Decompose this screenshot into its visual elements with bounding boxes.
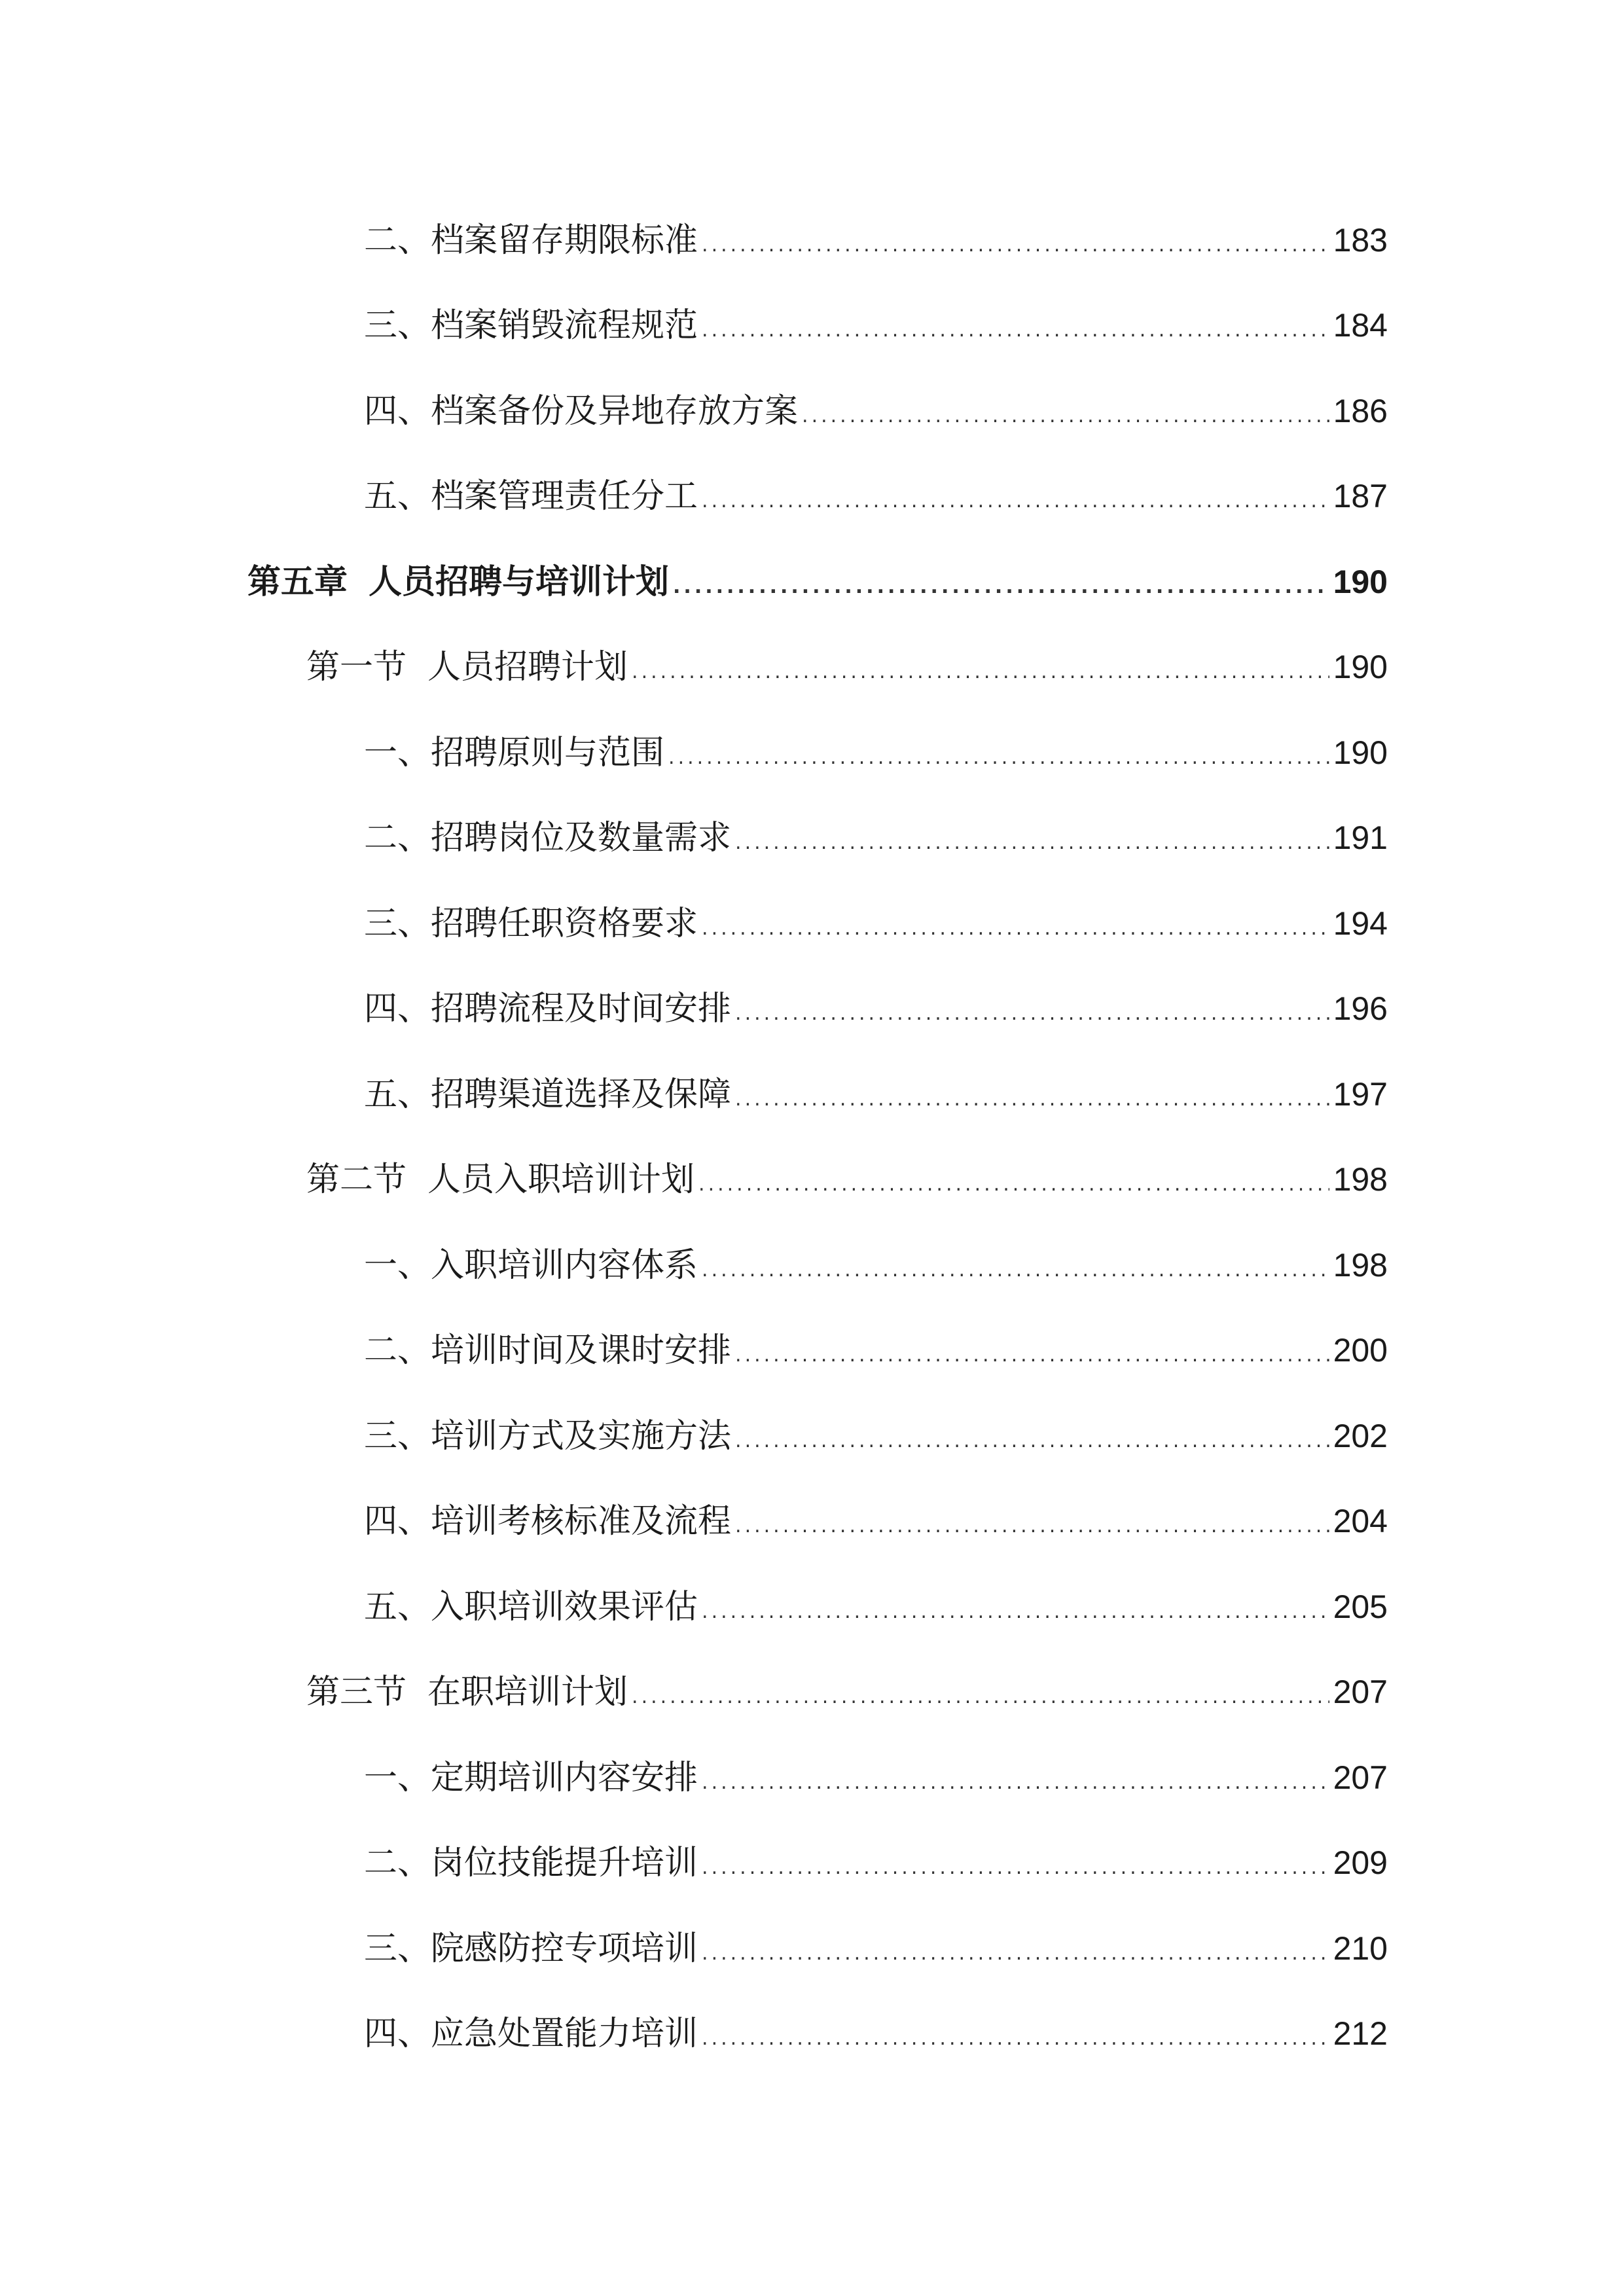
toc-entry-title: 二、岗位技能提升培训 — [364, 1844, 698, 1882]
toc-entry[interactable] — [364, 470, 1388, 522]
toc-entry[interactable] — [364, 385, 1388, 437]
toc-page-number: 190 — [1333, 564, 1388, 600]
toc-entry-title: 四、应急处置能力培训 — [364, 2015, 698, 2053]
toc-entry[interactable] — [364, 1239, 1388, 1291]
toc-dot-leader — [802, 390, 1329, 442]
toc-dot-leader — [735, 817, 1329, 869]
toc-page-number: 187 — [1333, 478, 1388, 514]
toc-entry[interactable] — [364, 299, 1388, 351]
toc-page-number: 210 — [1333, 1930, 1388, 1967]
toc-entry[interactable] — [364, 1495, 1388, 1547]
toc-page-number: 184 — [1333, 307, 1388, 344]
toc-section-entry[interactable] — [306, 641, 1388, 693]
toc-entry-title: 三、招聘任职资格要求 — [364, 905, 698, 943]
toc-entry-title: 三、培训方式及实施方法 — [364, 1417, 732, 1456]
toc-page-number: 202 — [1333, 1418, 1388, 1454]
toc-section-entry[interactable] — [306, 1153, 1388, 1206]
toc-entry[interactable] — [364, 2007, 1388, 2060]
toc-dot-leader — [735, 1500, 1329, 1552]
toc-page-number: 198 — [1333, 1161, 1388, 1198]
toc-dot-leader — [632, 1671, 1329, 1723]
toc-entry[interactable] — [364, 1068, 1388, 1121]
toc-page-number: 183 — [1333, 222, 1388, 259]
toc-entry-title: 二、档案留存期限标准 — [364, 221, 698, 260]
toc-page-number: 196 — [1333, 990, 1388, 1027]
toc-entry[interactable] — [364, 812, 1388, 864]
toc-dot-leader — [702, 1244, 1329, 1297]
toc-dot-leader — [702, 1757, 1329, 1809]
toc-entry[interactable] — [364, 1922, 1388, 1975]
toc-chapter-entry[interactable] — [247, 556, 1388, 608]
toc-entry[interactable] — [364, 897, 1388, 950]
toc-entry-title: 第一节 人员招聘计划 — [306, 648, 628, 687]
toc-entry[interactable] — [364, 1324, 1388, 1376]
toc-dot-leader — [702, 903, 1329, 955]
toc-dot-leader — [735, 1415, 1329, 1467]
toc-entry-title: 一、招聘原则与范围 — [364, 734, 665, 772]
toc-page-number: 186 — [1333, 393, 1388, 429]
toc-dot-leader — [698, 1158, 1329, 1211]
toc-page-number: 190 — [1333, 649, 1388, 685]
toc-dot-leader — [702, 1586, 1329, 1638]
toc-page-number: 205 — [1333, 1588, 1388, 1625]
toc-entry[interactable] — [364, 726, 1388, 779]
toc-dot-leader — [735, 1073, 1329, 1126]
toc-dot-leader — [735, 1329, 1329, 1382]
toc-dot-leader — [673, 561, 1329, 613]
toc-entry-title: 第三节 在职培训计划 — [306, 1673, 628, 1712]
toc-entry[interactable] — [364, 982, 1388, 1035]
toc-entry-title: 一、入职培训内容体系 — [364, 1246, 698, 1285]
toc-dot-leader — [632, 646, 1329, 698]
toc-entry[interactable] — [364, 1581, 1388, 1633]
toc-entry-title: 三、院感防控专项培训 — [364, 1929, 698, 1968]
toc-dot-leader — [702, 304, 1329, 357]
toc-entry-title: 第二节 人员入职培训计划 — [306, 1160, 695, 1199]
toc-page-number: 209 — [1333, 1844, 1388, 1881]
toc-page-number: 204 — [1333, 1503, 1388, 1539]
toc-dot-leader — [735, 988, 1329, 1040]
toc-entry[interactable] — [364, 1751, 1388, 1804]
toc-entry[interactable] — [364, 1410, 1388, 1462]
toc-dot-leader — [702, 219, 1329, 272]
toc-entry-title: 三、档案销毁流程规范 — [364, 306, 698, 345]
toc-dot-leader — [702, 475, 1329, 528]
toc-page-number: 200 — [1333, 1332, 1388, 1369]
toc-entry-title: 四、档案备份及异地存放方案 — [364, 392, 799, 431]
toc-entry-title: 四、培训考核标准及流程 — [364, 1502, 732, 1541]
toc-page-number: 198 — [1333, 1247, 1388, 1283]
toc-dot-leader — [702, 1928, 1329, 1980]
toc-entry-title: 四、招聘流程及时间安排 — [364, 990, 732, 1028]
toc-page-number: 207 — [1333, 1674, 1388, 1710]
toc-dot-leader — [702, 1842, 1329, 1894]
toc-page-number: 191 — [1333, 819, 1388, 856]
toc-entry-title: 五、招聘渠道选择及保障 — [364, 1075, 732, 1114]
toc-section-entry[interactable] — [306, 1666, 1388, 1718]
toc-dot-leader — [668, 732, 1329, 784]
toc-page-number: 194 — [1333, 905, 1388, 942]
toc-page-number: 207 — [1333, 1759, 1388, 1796]
toc-entry[interactable] — [364, 214, 1388, 266]
toc-page-number: 197 — [1333, 1076, 1388, 1113]
toc-page-number: 190 — [1333, 734, 1388, 771]
toc-entry-title: 五、档案管理责任分工 — [364, 477, 698, 516]
toc-entry-title: 二、培训时间及课时安排 — [364, 1331, 732, 1370]
toc-entry-title: 二、招聘岗位及数量需求 — [364, 819, 732, 857]
toc-entry-title: 五、入职培训效果评估 — [364, 1588, 698, 1626]
toc-entry-title: 第五章 人员招聘与培训计划 — [247, 563, 670, 601]
toc-entry-title: 一、定期培训内容安排 — [364, 1759, 698, 1797]
toc-entry[interactable] — [364, 1837, 1388, 1889]
toc-page-number: 212 — [1333, 2015, 1388, 2052]
toc-dot-leader — [702, 2013, 1329, 2065]
